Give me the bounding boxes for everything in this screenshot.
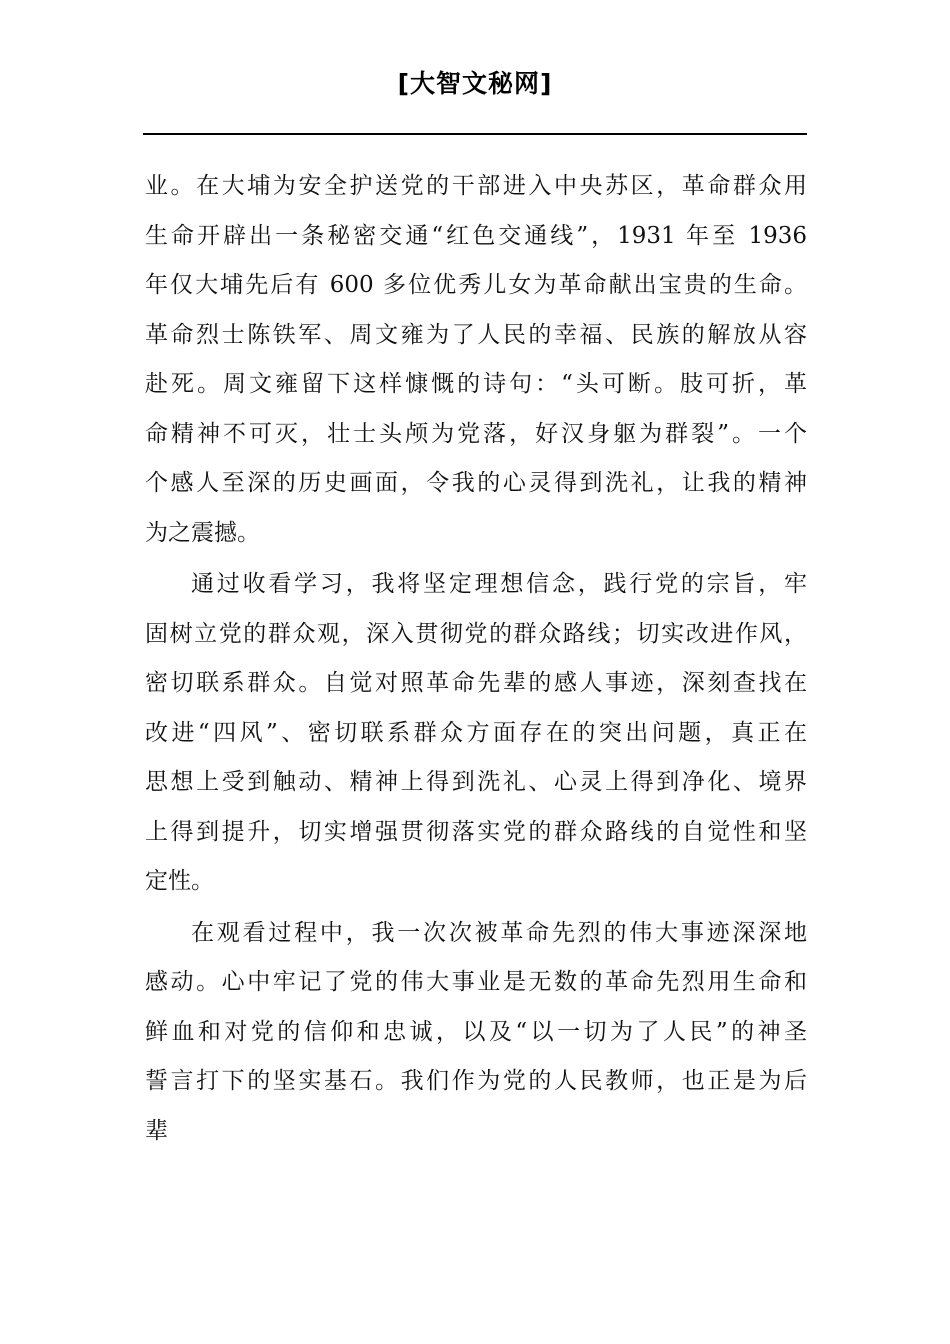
paragraph-1 — [145, 169, 807, 565]
text-line: 赴死。周文雍留下这样慷慨的诗句：“头可断。肢可折，革 — [145, 371, 807, 397]
text-line: 感动。心中牢记了党的伟大事业是无数的革命先烈用生命和 — [145, 969, 807, 995]
paragraph-2 — [145, 567, 807, 914]
text-line: 在观看过程中，我一次次被革命先烈的伟大事迹深深地 — [191, 919, 807, 946]
paragraph-3 — [145, 916, 807, 1164]
text-line: 上得到提升，切实增强贯彻落实党的群众路线的自觉性和坚 — [145, 818, 807, 845]
text-line: 鲜血和对党的信仰和忠诚，以及“以一切为了人民”的神圣 — [145, 1018, 807, 1045]
text-line: 密切联系群众。自觉对照革命先辈的感人事迹，深刻查找在 — [145, 670, 807, 696]
page-header-title: [大智文秘网] — [397, 69, 553, 98]
text-line: 思想上受到触动、精神上得到洗礼、心灵上得到净化、境界 — [145, 769, 807, 795]
text-line: 固树立党的群众观，深入贯彻党的群众路线；切实改进作风， — [145, 620, 807, 647]
text-line: 辈 — [145, 1117, 168, 1144]
text-line: 业。在大埔为安全护送党的干部进入中央苏区，革命群众用 — [145, 173, 807, 199]
text-line: 个感人至深的历史画面，令我的心灵得到洗礼，让我的精神 — [145, 470, 807, 496]
text-line: 通过收看学习，我将坚定理想信念，践行党的宗旨，牢 — [191, 571, 807, 597]
text-line: 革命烈士陈铁军、周文雍为了人民的幸福、民族的解放从容 — [145, 321, 807, 348]
text-line: 誓言打下的坚实基石。我们作为党的人民教师，也正是为后 — [145, 1068, 807, 1094]
document-body — [145, 169, 807, 1163]
text-line: 命精神不可灭，壮士头颅为党落，好汉身躯为群裂”。一个 — [145, 420, 807, 447]
text-line: 定性。 — [145, 868, 214, 894]
text-line: 改进“四风”、密切联系群众方面存在的突出问题，真正在 — [145, 719, 807, 746]
text-line: 为之震撼。 — [145, 519, 260, 546]
text-line: 生命开辟出一条秘密交通“红色交通线”，1931 年至 1936 — [145, 222, 807, 249]
header-divider — [143, 133, 807, 135]
text-line: 年仅大埔先后有 600 多位优秀儿女为革命献出宝贵的生命。 — [145, 272, 807, 298]
